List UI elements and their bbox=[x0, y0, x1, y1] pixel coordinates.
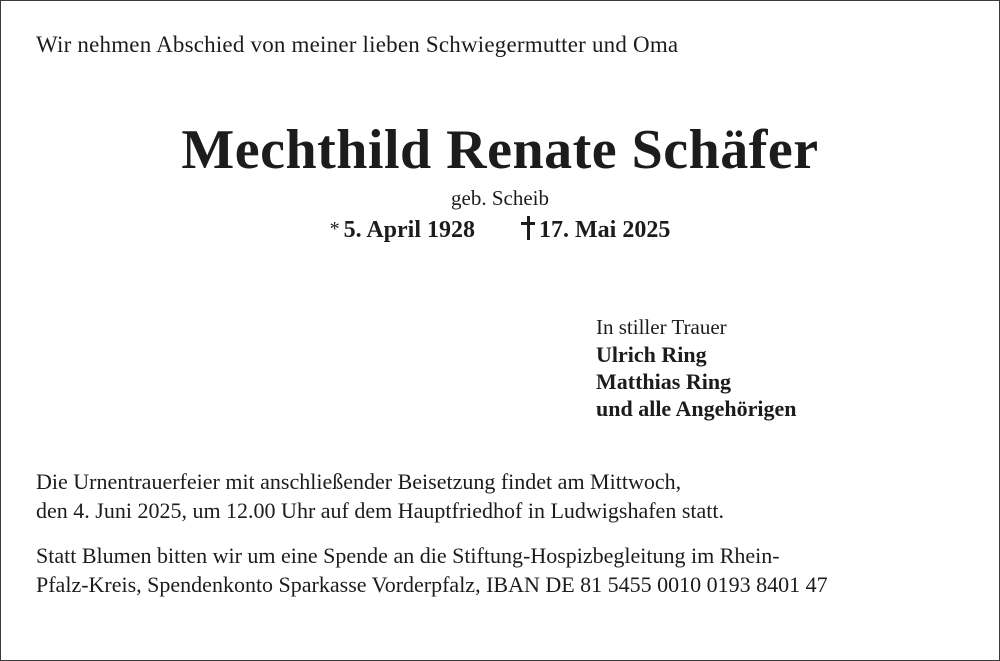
mourner-name: Matthias Ring bbox=[596, 369, 732, 394]
birth-date: 5. April 1928 bbox=[343, 217, 475, 243]
mourner-name: und alle Angehörigen bbox=[596, 396, 797, 421]
mourners-label: In stiller Trauer bbox=[596, 315, 727, 339]
life-dates bbox=[0, 216, 1000, 244]
intro-text: Wir nehmen Abschied von meiner lieben Schwiegermutter und Oma bbox=[36, 32, 679, 57]
donation-notice-line: Statt Blumen bitten wir um eine Spende an die Stiftung-Hospizbegleitung im Rhein- bbox=[36, 543, 780, 568]
funeral-notice bbox=[36, 467, 724, 525]
death-date: 17. Mai 2025 bbox=[539, 217, 671, 243]
mourners-block bbox=[596, 314, 796, 422]
donation-notice bbox=[36, 541, 828, 599]
cross-icon bbox=[521, 216, 535, 240]
birth-symbol: * bbox=[329, 218, 340, 240]
maiden-name: geb. Scheib bbox=[451, 186, 549, 210]
funeral-notice-line: Die Urnentrauerfeier mit anschließender Beisetzung findet am Mittwoch, bbox=[36, 469, 682, 494]
mourner-name: Ulrich Ring bbox=[596, 342, 707, 367]
funeral-notice-line: den 4. Juni 2025, um 12.00 Uhr auf dem Hauptfriedhof in Ludwigshafen statt. bbox=[36, 498, 724, 523]
donation-notice-line: Pfalz-Kreis, Spendenkonto Sparkasse Vorderpfalz, IBAN DE 81 5455 0010 0193 8401 47 bbox=[36, 572, 828, 597]
deceased-name: Mechthild Renate Schäfer bbox=[181, 119, 819, 181]
